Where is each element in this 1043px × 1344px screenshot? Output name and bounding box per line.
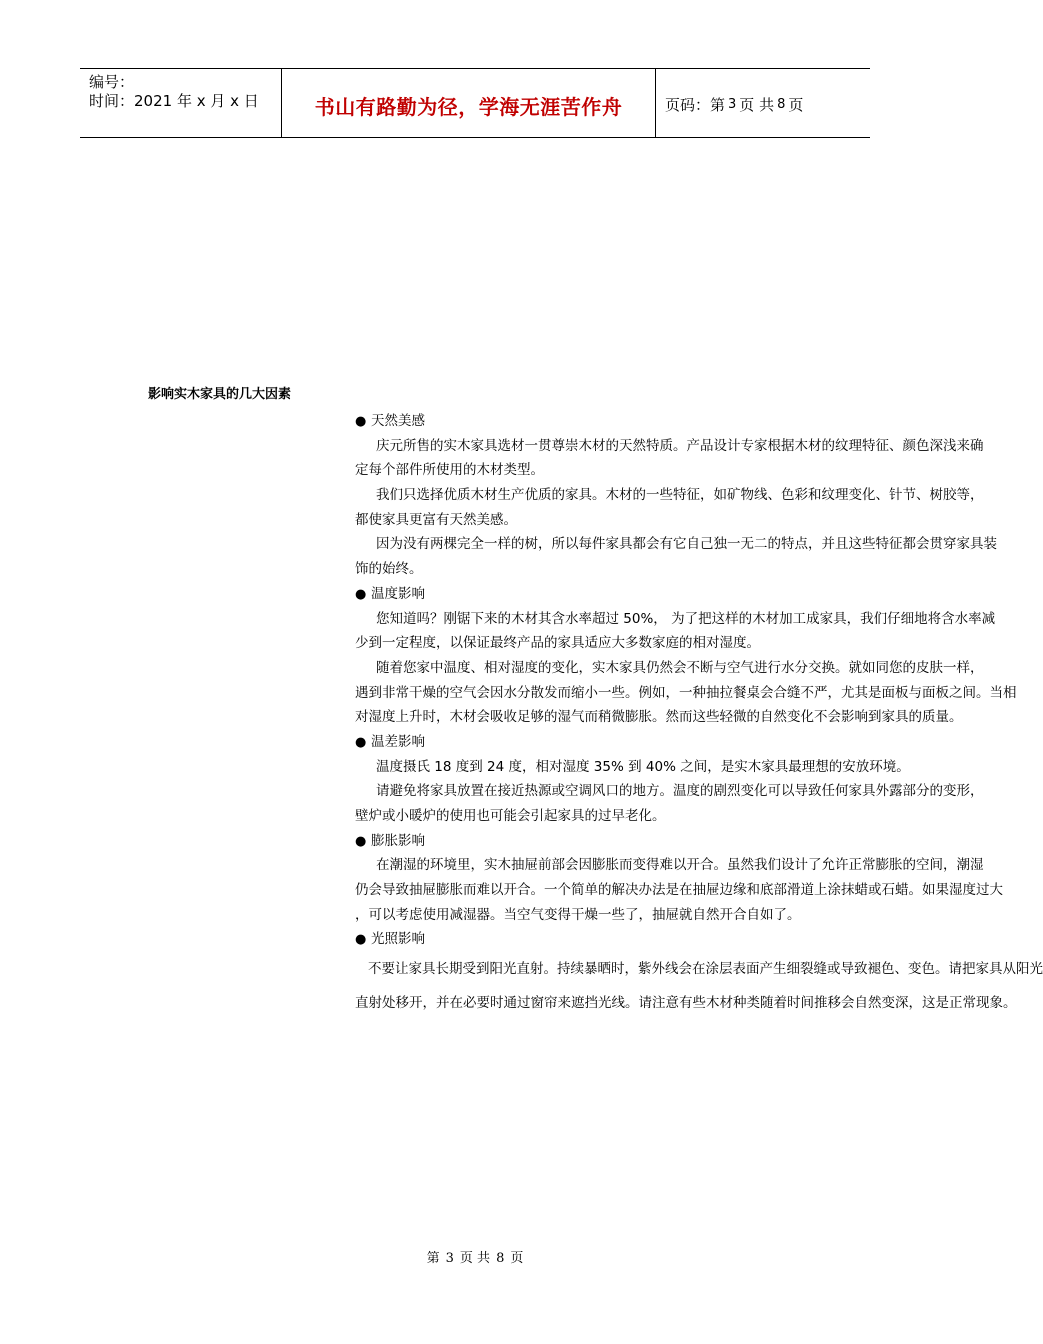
section-heading <box>355 829 950 854</box>
doc-number-label: 编号： <box>89 73 135 91</box>
section-heading <box>355 730 950 755</box>
paragraph-line: 定每个部件所使用的木材类型。 <box>355 462 544 479</box>
header-motto: 书山有路勤为径，学海无涯苦作舟 <box>314 94 623 119</box>
paragraph-line: 温度摄氏 18 度到 24 度，相对湿度 35% 到 40% 之间，是实木家具最理想的安放环境。 <box>376 758 910 775</box>
paragraph-line: 饰的始终。 <box>355 561 423 578</box>
paragraph-line: 在潮湿的环境里，实木抽屉前部会因膨胀而变得难以开合。虽然我们设计了允许正常膨胀的空间，潮湿 <box>376 857 984 874</box>
bullet-icon: ● <box>355 414 367 429</box>
paragraph-line: 不要让家具长期受到阳光直射。持续暴晒时，紫外线会在涂层表面产生细裂缝或导致褪色、变色。请把家具从阳光 <box>368 961 1043 978</box>
header-table <box>80 68 870 138</box>
header-page-cell <box>656 69 870 137</box>
footer-middle: 页 共 <box>459 1251 491 1266</box>
section-heading <box>355 927 950 952</box>
header-page-prefix: 页码：第 <box>665 95 726 114</box>
section-heading-text: 温度影响 <box>371 585 425 602</box>
header-meta-cell <box>80 69 282 137</box>
paragraph-line: ，可以考虑使用减湿器。当空气变得干燥一些了，抽屉就自然开合自如了。 <box>355 906 801 923</box>
bullet-icon: ● <box>355 734 367 750</box>
header-motto-cell <box>282 69 656 137</box>
doc-time-label: 时间：2021 年 x 月 x 日 <box>89 92 259 110</box>
paragraph-line: 都使家具更富有天然美感。 <box>355 511 517 528</box>
section-heading-text: 天然美感 <box>371 413 425 429</box>
paragraph-line: 直射处移开，并在必要时通过窗帘来遮挡光线。请注意有些木材种类随着时间推移会自然变深，这是正常现象。 <box>355 995 1017 1012</box>
header-page-current: 3 <box>728 96 737 112</box>
footer-suffix: 页 <box>510 1251 524 1266</box>
paragraph-line: 少到一定程度，以保证最终产品的家具适应大多数家庭的相对湿度。 <box>355 635 760 652</box>
header-page-total: 8 <box>777 96 786 112</box>
paragraph-line: 遇到非常干燥的空气会因水分散发而缩小一些。例如，一种抽拉餐桌会合缝不严，尤其是面板与面板之间。当相 <box>355 684 1017 701</box>
paragraph-line: 请避免将家具放置在接近热源或空调风口的地方。温度的剧烈变化可以导致任何家具外露部分的变形， <box>376 783 984 800</box>
section-heading-text: 膨胀影响 <box>371 832 425 849</box>
bullet-icon: ● <box>355 833 367 849</box>
paragraph-line: 仍会导致抽屉膨胀而难以开合。一个简单的解决办法是在抽屉边缘和底部滑道上涂抹蜡或石蜡。如果湿度过大 <box>355 882 1003 899</box>
section-heading <box>355 409 950 434</box>
document-title: 影响实木家具的几大因素 <box>148 387 292 402</box>
header-page-suffix: 页 <box>788 95 804 114</box>
paragraph-line: 壁炉或小暖炉的使用也可能会引起家具的过早老化。 <box>355 808 666 824</box>
paragraph-line: 对湿度上升时，木材会吸收足够的湿气而稍微膨胀。然而这些轻微的自然变化不会影响到家具的质量。 <box>355 709 963 726</box>
paragraph-line: 因为没有两棵完全一样的树，所以每件家具都会有它自己独一无二的特点，并且这些特征都会贯穿家具装 <box>376 536 997 553</box>
page-footer <box>0 1247 950 1266</box>
section-heading <box>355 582 950 607</box>
footer-prefix: 第 <box>426 1251 440 1266</box>
footer-page-total: 8 <box>496 1251 505 1266</box>
section-heading-text: 温差影响 <box>371 733 425 750</box>
bullet-icon: ● <box>355 932 367 948</box>
paragraph-line: 我们只选择优质木材生产优质的家具。木材的一些特征，如矿物线、色彩和纹理变化、针节、树胶等， <box>376 487 984 504</box>
paragraph-line: 随着您家中温度、相对湿度的变化，实木家具仍然会不断与空气进行水分交换。就如同您的皮肤一样， <box>376 659 984 676</box>
section-heading-text: 光照影响 <box>371 931 425 948</box>
paragraph-line: 庆元所售的实木家具选材一贯尊崇木材的天然特质。产品设计专家根据木材的纹理特征、颜色深浅来确 <box>376 437 984 454</box>
footer-page-current: 3 <box>445 1251 454 1266</box>
paragraph-line: 您知道吗？刚锯下来的木材其含水率超过 50%， 为了把这样的木材加工成家具，我们仔细地将含水率减 <box>376 610 996 627</box>
header-page-middle: 页 共 <box>739 95 775 114</box>
document-body <box>355 409 1043 1020</box>
bullet-icon: ● <box>355 586 367 602</box>
